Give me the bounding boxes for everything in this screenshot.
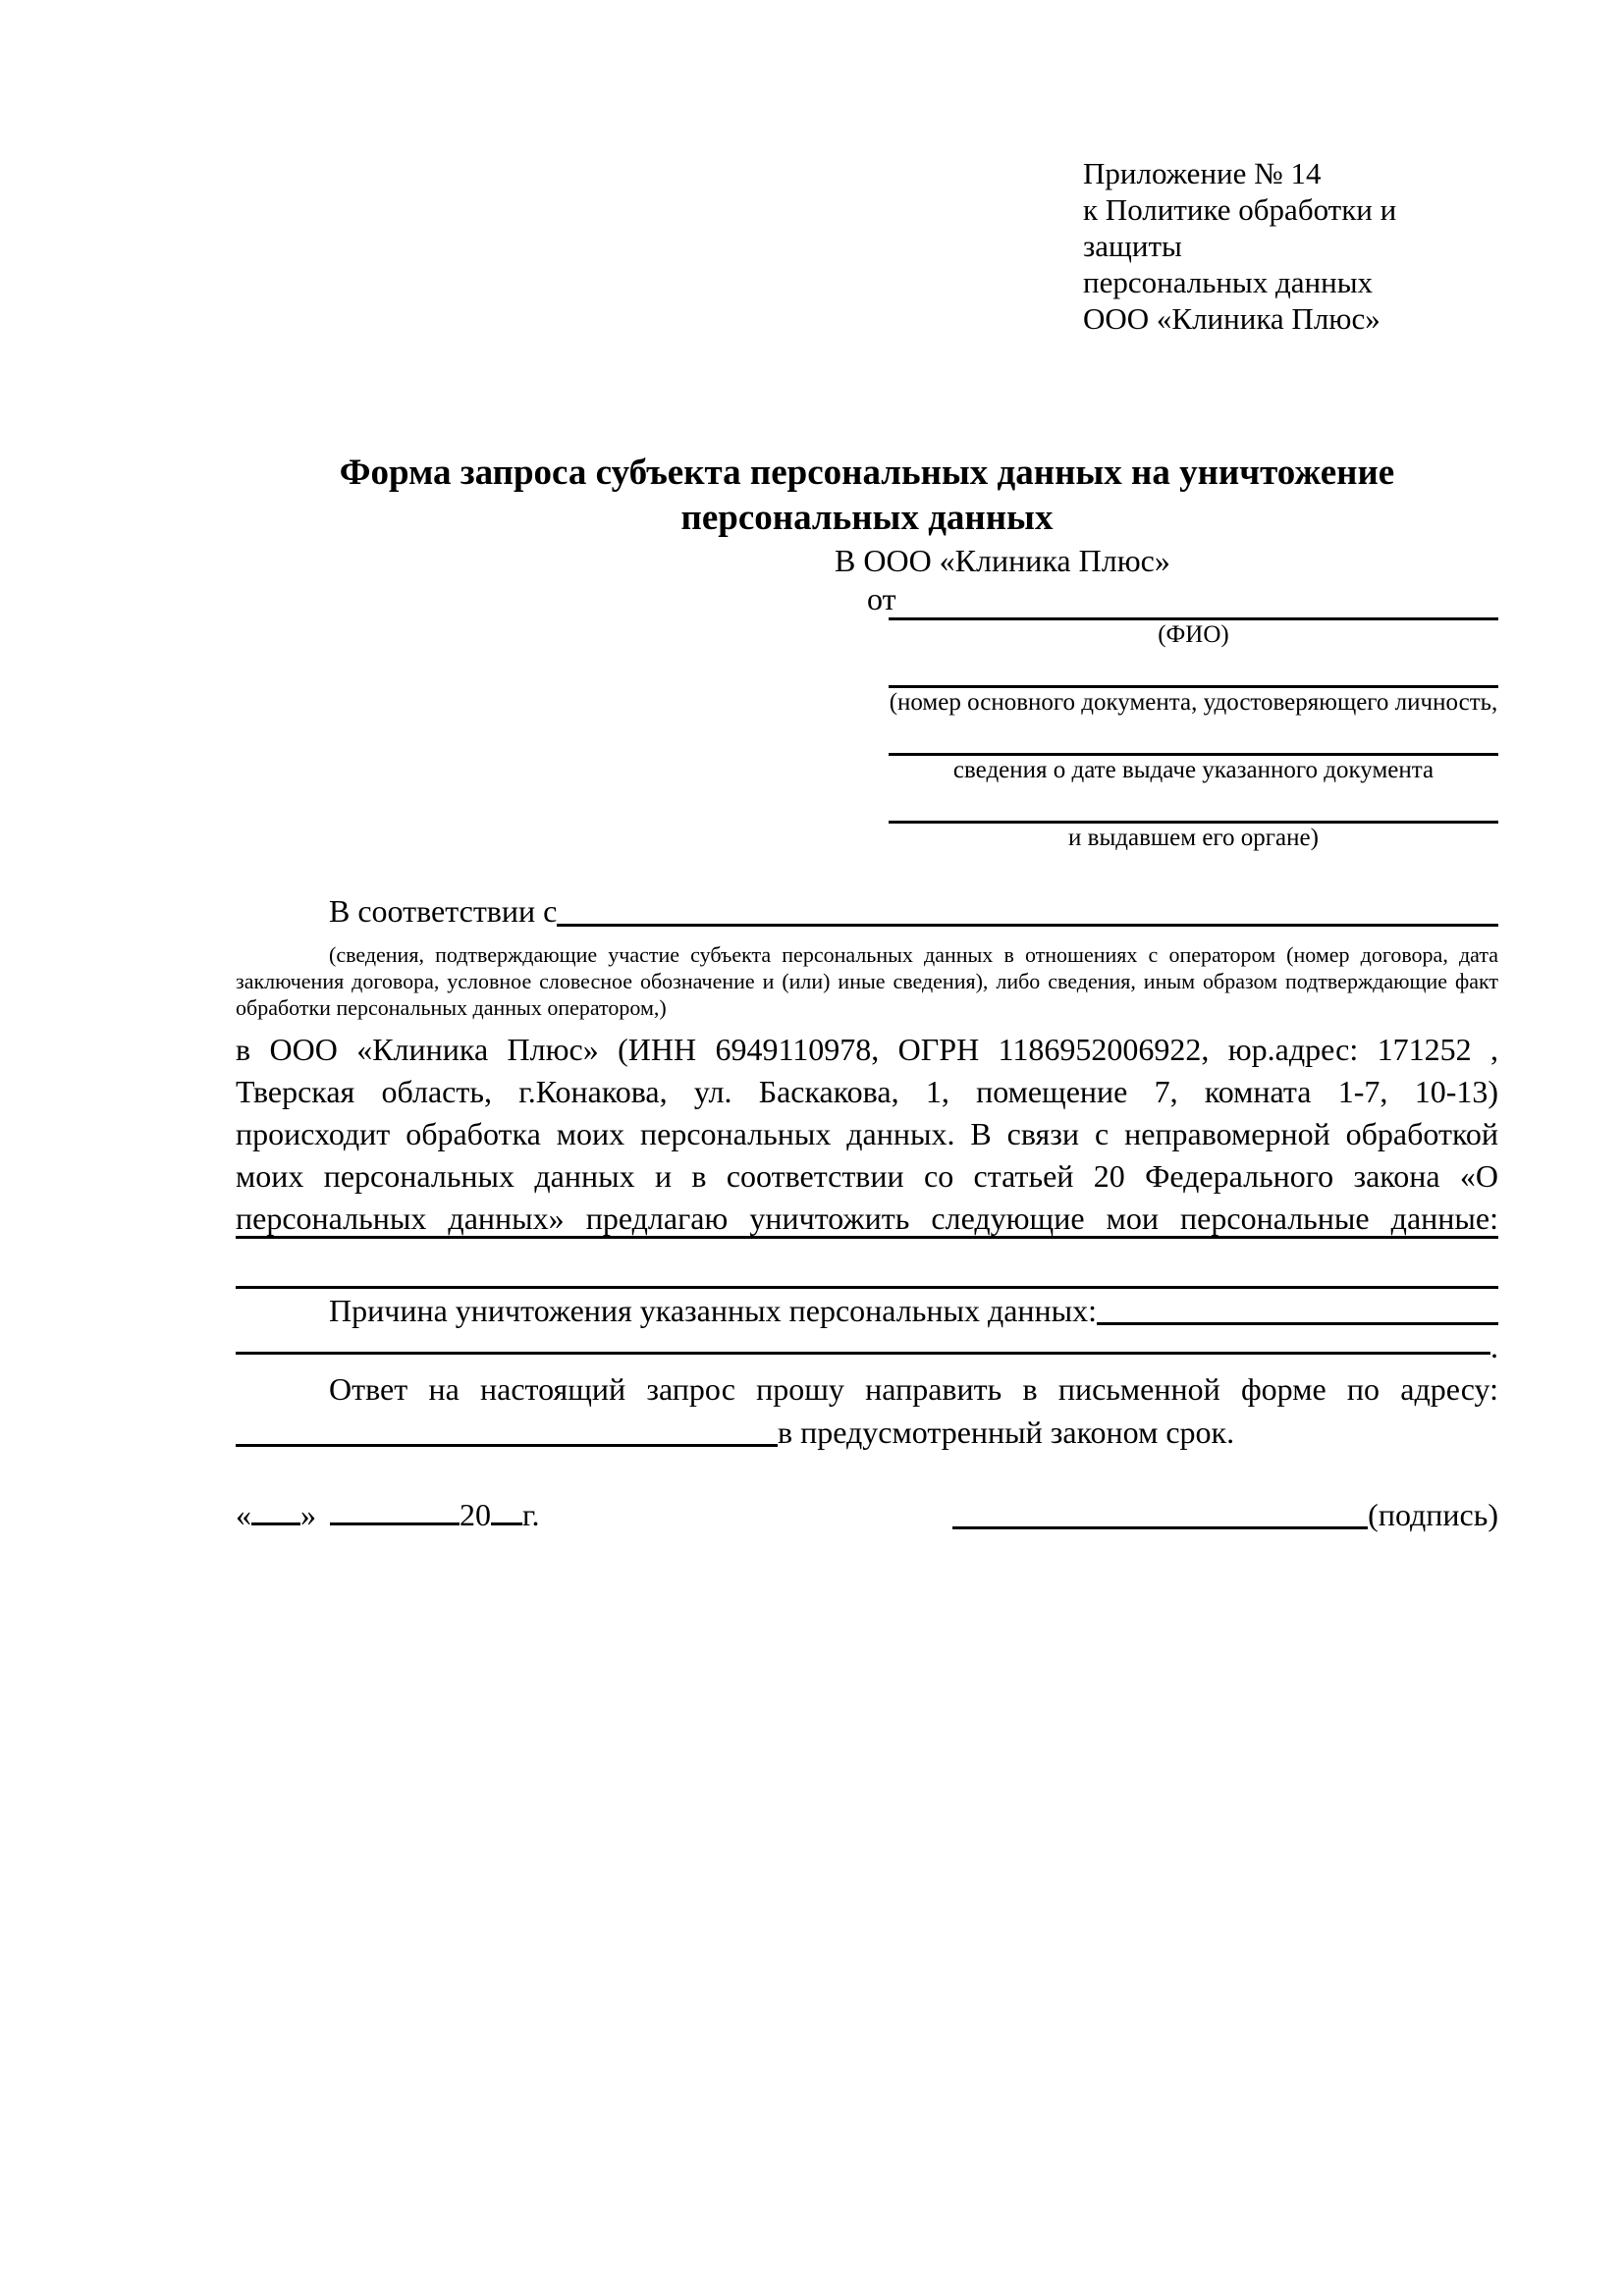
date-year-prefix: 20	[460, 1497, 491, 1532]
document-title	[236, 451, 1498, 541]
date-day-field-line[interactable]	[251, 1522, 300, 1525]
reply-request-line: Ответ на настоящий запрос прошу направить в письменной форме по адресу:	[329, 1371, 1498, 1407]
issuing-authority-field-label: и выдавшем его органе)	[1068, 825, 1319, 851]
reply-suffix: в предусмотренный законом срок.	[778, 1415, 1235, 1450]
reason-field-line-1[interactable]	[1097, 1322, 1498, 1325]
from-label: от	[867, 581, 896, 616]
date-signature-row	[236, 1493, 1498, 1536]
reason-continuation-row	[236, 1329, 1498, 1364]
issue-date-field	[889, 753, 1498, 785]
document-title-line-2: персональных данных	[680, 498, 1054, 538]
fio-field-label: (ФИО)	[1158, 621, 1229, 648]
issue-date-field-label: сведения о дате выдаче указанного документа	[952, 757, 1435, 783]
appendix-line-3: персональных данных	[1083, 265, 1374, 299]
appendix-line-1: Приложение № 14	[1083, 156, 1322, 190]
appendix-line-2: к Политике обработки и защиты	[1083, 192, 1397, 263]
body-line-3: происходит обработка моих персональных данных. В связи с неправомерной обработкой	[236, 1116, 1498, 1151]
reason-label: Причина уничтожения указанных персональных данных:	[329, 1293, 1098, 1328]
footnote-line-2: заключения договора, условное словесное обозначение и (или) иные сведения), либо сведения, иным образом подтверждающие факт	[236, 969, 1498, 993]
date-year-suffix: г.	[522, 1497, 540, 1532]
footnote-line-3: обработки персональных данных оператором,)	[236, 995, 667, 1020]
reason-row	[236, 1289, 1498, 1332]
reply-address-row	[236, 1411, 1498, 1454]
date-part	[236, 1493, 540, 1536]
date-close-quote: »	[300, 1497, 316, 1532]
appendix-line-4: ООО «Клиника Плюс»	[1083, 301, 1380, 336]
accordance-prefix: В соответствии с	[329, 893, 558, 929]
body-paragraph	[236, 1029, 1498, 1240]
date-month-field-line[interactable]	[330, 1522, 460, 1525]
reason-period: .	[1490, 1329, 1498, 1364]
reason-field-line-2[interactable]	[236, 1352, 1490, 1355]
document-number-field	[889, 685, 1498, 718]
body-line-1: в ООО «Клиника Плюс» (ИНН 6949110978, ОГРН 1186952006922, юр.адрес: 171252 ,	[236, 1032, 1498, 1067]
document-title-line-1: Форма запроса субъекта персональных данных на уничтожение	[339, 453, 1395, 493]
accordance-row	[236, 888, 1498, 934]
issuing-authority-field	[889, 821, 1498, 853]
addressee-line: В ООО «Клиника Плюс»	[835, 543, 1170, 578]
footnote	[236, 941, 1498, 1021]
date-year-field-line[interactable]	[491, 1522, 522, 1525]
document-number-field-label: (номер основного документа, удостоверяющего личность,	[889, 689, 1498, 716]
body-line-5: персональных данных» предлагаю уничтожить следующие мои персональные данные:	[236, 1201, 1498, 1236]
signature-part	[952, 1493, 1498, 1536]
signature-label: (подпись)	[1368, 1497, 1498, 1532]
appendix-reference	[1083, 155, 1498, 337]
body-line-2: Тверская область, г.Конакова, ул. Баскакова, 1, помещение 7, комната 1-7, 10-13)	[236, 1074, 1498, 1109]
reply-address-field-line[interactable]	[236, 1444, 778, 1447]
signature-field-line[interactable]	[952, 1526, 1368, 1529]
footnote-line-1: (сведения, подтверждающие участие субъекта персональных данных в отношениях с оператором (номер договора, дата	[329, 942, 1498, 967]
personal-data-field-line-2[interactable]	[236, 1239, 1498, 1289]
body-line-4: моих персональных данных и в соответствии со статьей 20 Федерального закона «О	[236, 1158, 1498, 1194]
accordance-field-line[interactable]	[557, 924, 1498, 927]
fio-field	[889, 617, 1498, 650]
date-open-quote: «	[236, 1497, 251, 1532]
